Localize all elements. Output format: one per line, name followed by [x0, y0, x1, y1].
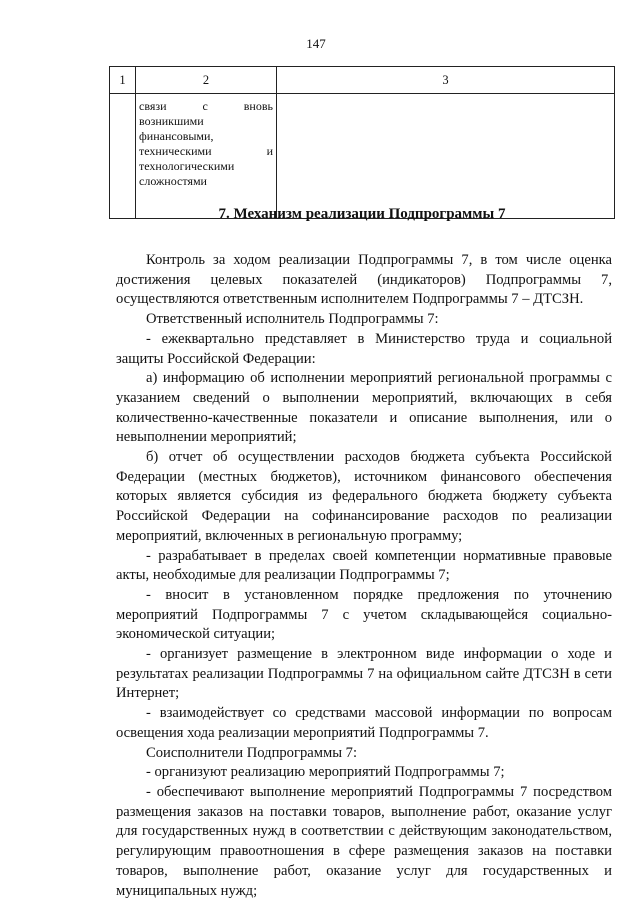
- table-header-row: [110, 67, 615, 94]
- paragraph: - разрабатывает в пределах своей компетенции нормативные правовые акты, необходимые для реализации Подпрограммы 7;: [116, 547, 612, 584]
- paragraph: - обеспечивают выполнение мероприятий Подпрограммы 7 посредством размещения заказов на поставки товаров, выполнение работ, оказание услуг для государственных нужд в соответствии с действующим законодательством, регулирующим правоотношения в сфере размещения заказов на поставки товаров, выполнение работ, оказание услуг для государственных и муниципальных нужд;: [116, 783, 612, 899]
- section-heading: 7. Механизм реализации Подпрограммы 7: [218, 206, 506, 222]
- paragraph: - организуют реализацию мероприятий Подпрограммы 7;: [146, 764, 505, 781]
- body-text: [116, 251, 612, 901]
- continuation-table: [109, 66, 615, 219]
- cell-line: финансовыми,: [139, 129, 214, 143]
- paragraph: - организует размещение в электронном виде информации о ходе и результатах реализации Подпрограммы 7 на официальном сайте ДТСЗН в сети Интернет;: [116, 646, 612, 702]
- cell-line: техническими и: [139, 144, 273, 158]
- paragraph: - ежеквартально представляет в Министерство труда и социальной защиты Российской Федерации:: [116, 330, 612, 367]
- cell-line: сложностями: [139, 174, 207, 188]
- page-number: 147: [306, 36, 326, 51]
- table-row: [110, 94, 615, 219]
- table-header-cell: 3: [277, 67, 615, 94]
- paragraph: а) информацию об исполнении мероприятий региональной программы с указанием сведений о выполнении мероприятий, включающих в себя количественно-качественные показатели и описание выполнения, или о невыполнении мероприятий;: [116, 370, 612, 446]
- paragraph: Соисполнители Подпрограммы 7:: [146, 744, 358, 761]
- cell-line: связи с вновь: [139, 99, 273, 113]
- paragraph: Контроль за ходом реализации Подпрограммы 7, в том числе оценка достижения целевых показателей (индикаторов) Подпрограммы 7, осуществляются ответственным исполнителем Подпрограммы 7 – ДТСЗН.: [116, 252, 612, 308]
- table-cell: [110, 94, 136, 219]
- cell-line: технологическими: [139, 159, 235, 173]
- table-cell: [277, 94, 615, 219]
- paragraph: б) отчет об осуществлении расходов бюджета субъекта Российской Федерации (местных бюджетов), источником финансового обеспечения которых является субсидия из федерального бюджета бюджету субъекта Российской Федерации на софинансирование расходов по реализации мероприятий, включенных в региональную программу;: [116, 449, 612, 544]
- cell-line: возникшими: [139, 114, 204, 128]
- paragraph: - взаимодействует со средствами массовой информации по вопросам освещения хода реализации мероприятий Подпрограммы 7.: [116, 705, 612, 741]
- paragraph: Ответственный исполнитель Подпрограммы 7:: [146, 311, 439, 328]
- cell-text: [136, 94, 276, 191]
- table-cell: [136, 94, 277, 219]
- table-header-cell: 2: [136, 67, 277, 94]
- table-header-cell: 1: [110, 67, 136, 94]
- paragraph: - вносит в установленном порядке предложения по уточнению мероприятий Подпрограммы 7 с учетом складывающейся социально-экономической ситуации;: [116, 586, 612, 643]
